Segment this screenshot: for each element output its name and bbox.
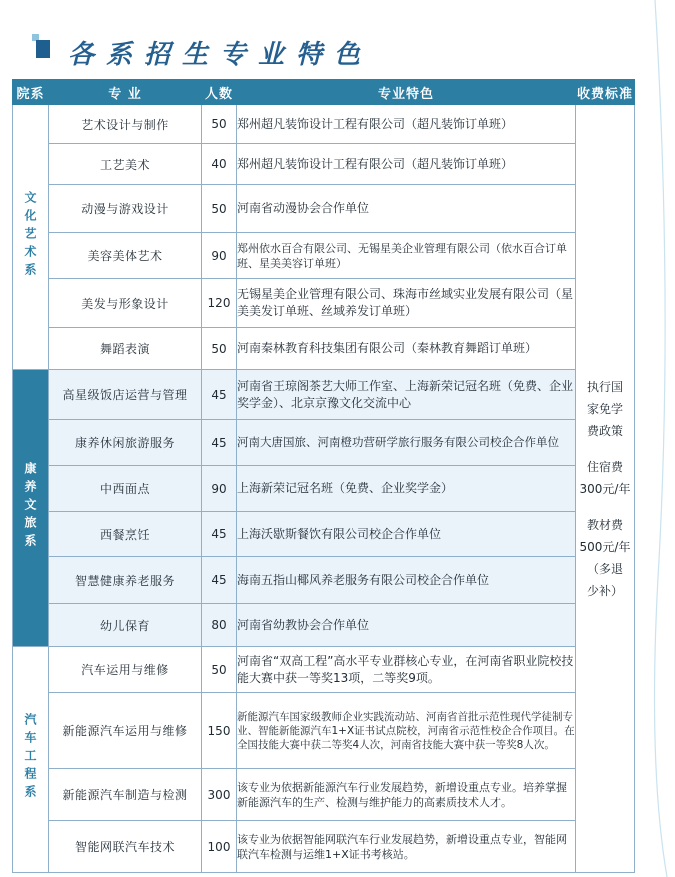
feature-cell: 河南省幼教协会合作单位 (237, 604, 576, 647)
feature-cell: 郑州超凡装饰设计工程有限公司（超凡装饰订单班） (237, 144, 576, 185)
count-cell: 45 (202, 370, 237, 420)
major-cell: 幼儿保育 (49, 604, 202, 647)
major-table (12, 79, 635, 873)
feature-cell: 郑州超凡装饰设计工程有限公司（超凡装饰订单班） (237, 105, 576, 144)
count-cell: 50 (202, 328, 237, 370)
table-row (13, 185, 635, 233)
count-cell: 50 (202, 105, 237, 144)
feature-cell: 该专业为依据智能网联汽车行业发展趋势，新增设重点专业，智能网联汽车检测与运维1+X证书考核站。 (237, 821, 576, 873)
table-row (13, 144, 635, 185)
table-row (13, 512, 635, 557)
table-row (13, 370, 635, 420)
count-cell: 100 (202, 821, 237, 873)
feature-cell: 上海沃歇斯餐饮有限公司校企合作单位 (237, 512, 576, 557)
feature-cell: 郑州依水百合有限公司、无锡星美企业管理有限公司（依水百合订单班、星美美容订单班） (237, 233, 576, 279)
table-row (13, 647, 635, 693)
major-cell: 智能网联汽车技术 (49, 821, 202, 873)
count-cell: 45 (202, 512, 237, 557)
count-cell: 50 (202, 647, 237, 693)
count-cell: 40 (202, 144, 237, 185)
feature-cell: 新能源汽车国家级教师企业实践流动站、河南省首批示范性现代学徒制专业、智能新能源汽车1+X证书试点院校，河南省示范性校企合作项目。在全国技能大赛中获二等奖4人次，河南省技能大赛中获一等奖8人次。 (237, 693, 576, 769)
header-count: 人数 (202, 80, 237, 105)
page-header (22, 30, 582, 70)
major-cell: 新能源汽车运用与维修 (49, 693, 202, 769)
count-cell: 300 (202, 769, 237, 821)
major-cell: 汽车运用与维修 (49, 647, 202, 693)
major-cell: 西餐烹饪 (49, 512, 202, 557)
major-cell: 艺术设计与制作 (49, 105, 202, 144)
table-row (13, 604, 635, 647)
feature-cell: 无锡星美企业管理有限公司、珠海市丝域实业发展有限公司（星美美发订单班、丝域养发订单班） (237, 279, 576, 328)
dept-cell-health-tourism: 康养文旅系 (13, 370, 49, 647)
count-cell: 45 (202, 420, 237, 466)
table-row (13, 769, 635, 821)
table-row (13, 693, 635, 769)
feature-cell: 河南秦林教育科技集团有限公司（秦林教育舞蹈订单班） (237, 328, 576, 370)
page-title: 各系招生专业特色 (68, 40, 373, 70)
feature-cell: 河南省“双高工程”高水平专业群核心专业，在河南省职业院校技能大赛中获一等奖13项，二等奖9项。 (237, 647, 576, 693)
count-cell: 120 (202, 279, 237, 328)
table-row (13, 105, 635, 144)
major-cell: 舞蹈表演 (49, 328, 202, 370)
major-cell: 动漫与游戏设计 (49, 185, 202, 233)
major-cell: 康养休闲旅游服务 (49, 420, 202, 466)
table-row (13, 233, 635, 279)
dept-cell-auto-engineering: 汽车工程系 (13, 647, 49, 873)
feature-cell: 海南五指山椰风养老服务有限公司校企合作单位 (237, 557, 576, 604)
table-header-row (13, 80, 635, 105)
count-cell: 90 (202, 233, 237, 279)
table-row (13, 328, 635, 370)
header-feature: 专业特色 (237, 80, 576, 105)
feature-cell: 河南大唐国旅、河南橙功营研学旅行服务有限公司校企合作单位 (237, 420, 576, 466)
feature-cell: 上海新荣记冠名班（免费、企业奖学金） (237, 466, 576, 512)
feature-cell: 河南省动漫协会合作单位 (237, 185, 576, 233)
table-row (13, 279, 635, 328)
major-cell: 工艺美术 (49, 144, 202, 185)
major-cell: 智慧健康养老服务 (49, 557, 202, 604)
header-dept: 院系 (13, 80, 49, 105)
table-row (13, 420, 635, 466)
count-cell: 80 (202, 604, 237, 647)
major-cell: 中西面点 (49, 466, 202, 512)
table-row (13, 557, 635, 604)
feature-cell: 河南省王琼阁茶艺大师工作室、上海新荣记冠名班（免费、企业奖学金）、北京京豫文化交流中心 (237, 370, 576, 420)
major-cell: 美发与形象设计 (49, 279, 202, 328)
header-major: 专 业 (49, 80, 202, 105)
major-cell: 高星级饭店运营与管理 (49, 370, 202, 420)
title-square-icon (36, 40, 50, 58)
count-cell: 45 (202, 557, 237, 604)
count-cell: 50 (202, 185, 237, 233)
table-row (13, 821, 635, 873)
count-cell: 90 (202, 466, 237, 512)
major-cell: 新能源汽车制造与检测 (49, 769, 202, 821)
table-row (13, 466, 635, 512)
major-cell: 美容美体艺术 (49, 233, 202, 279)
feature-cell: 该专业为依据新能源汽车行业发展趋势，新增设重点专业。培养掌握新能源汽车的生产、检测与维护能力的高素质技术人才。 (237, 769, 576, 821)
dept-cell-culture-art: 文化艺术系 (13, 105, 49, 370)
fee-cell: 执行国 家免学 费政策 住宿费 300元/年 教材费 500元/年 （多退 少补） (576, 105, 635, 873)
count-cell: 150 (202, 693, 237, 769)
header-fee: 收费标准 (576, 80, 635, 105)
